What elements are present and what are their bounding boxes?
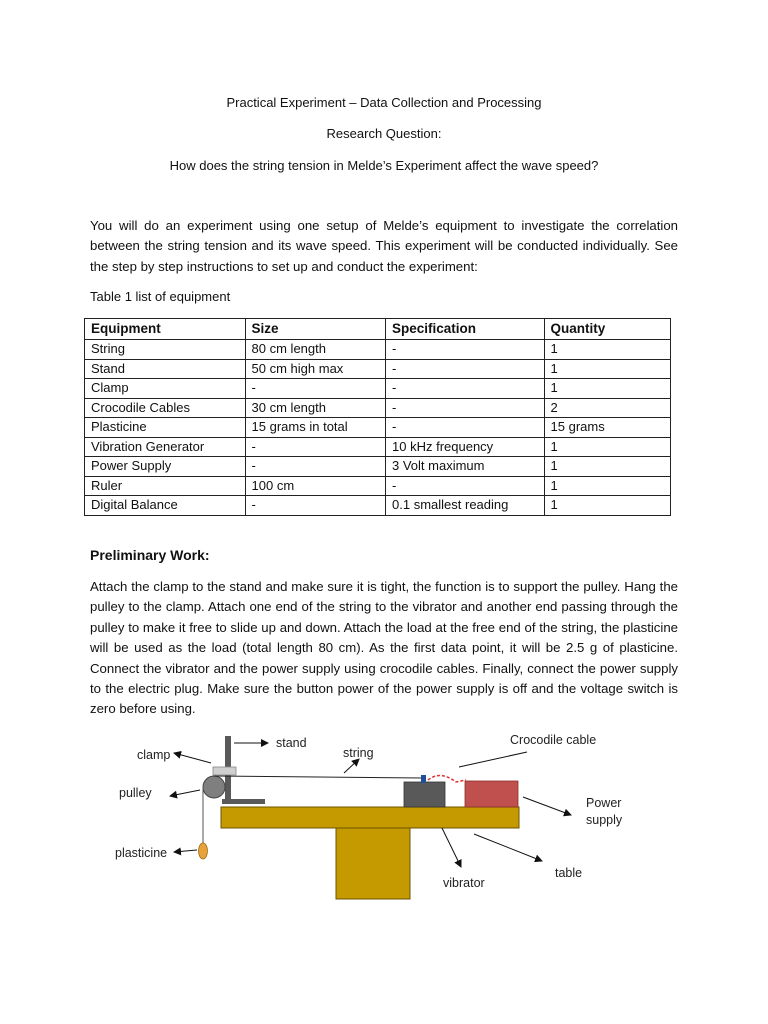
plasticine-load	[199, 843, 208, 859]
vibrator-pin	[421, 775, 426, 783]
label-string: string	[343, 746, 374, 760]
table-row	[85, 418, 671, 438]
table-cell: -	[386, 359, 545, 379]
label-power-1: Power	[586, 796, 622, 810]
table-cell: Ruler	[85, 476, 246, 496]
table-row	[85, 457, 671, 477]
header-equipment: Equipment	[85, 319, 246, 340]
table-cell: 15 grams	[544, 418, 670, 438]
table-row	[85, 340, 671, 360]
plasticine-arrow	[174, 850, 197, 852]
crocodile-arrow	[459, 752, 527, 767]
vibrator-box	[404, 782, 445, 807]
clamp-arrow	[174, 753, 211, 763]
label-table: table	[555, 866, 583, 880]
table-cell: 1	[544, 457, 670, 477]
table-cell: Plasticine	[85, 418, 246, 438]
table-cell: Digital Balance	[85, 496, 246, 516]
table-cell: 1	[544, 379, 670, 399]
table-cell: 1	[544, 437, 670, 457]
label-vibrator: vibrator	[443, 876, 485, 890]
document-title: Practical Experiment – Data Collection and Processing	[226, 95, 542, 110]
table-row	[85, 496, 671, 516]
table-row	[85, 476, 671, 496]
crocodile-cable	[428, 776, 466, 782]
table-cell: Crocodile Cables	[85, 398, 246, 418]
header-size: Size	[245, 319, 385, 340]
string-line	[214, 776, 424, 778]
table-cell: Vibration Generator	[85, 437, 246, 457]
clamp-block	[213, 767, 236, 775]
table-cell: 1	[544, 359, 670, 379]
vibrator-arrow	[442, 828, 461, 867]
research-question: How does the string tension in Melde’s Experiment affect the wave speed?	[169, 158, 599, 173]
table-cell: 50 cm high max	[245, 359, 385, 379]
table-cell: 3 Volt maximum	[386, 457, 545, 477]
table-cell: -	[245, 457, 385, 477]
table-cell: Stand	[85, 359, 246, 379]
table-row	[85, 398, 671, 418]
table-cell: -	[386, 340, 545, 360]
table-cell: -	[386, 418, 545, 438]
table-header-row	[85, 319, 671, 340]
table-cell: Clamp	[85, 379, 246, 399]
table-cell: 2	[544, 398, 670, 418]
table-cell: String	[85, 340, 246, 360]
table-cell: 0.1 smallest reading	[386, 496, 545, 516]
table-cell: Power Supply	[85, 457, 246, 477]
preliminary-paragraph: Attach the clamp to the stand and make sure it is tight, the function is to support the pulley. Hang the pulley to the clamp. Attach one end of the string to the vibrator and another end passing through the pulley to make it free to slide up and down. Attach the load at the free end of the string, the plasticine will be used as the load (total length 80 cm). As the first data point, it will be 2.5 g of plasticine. Connect the vibrator and the power supply using crocodile cables. Finally, connect the power supply to the electric plug. Make sure the button power of the power supply is off and the voltage switch is zero before using.	[90, 579, 678, 717]
table-cell: 80 cm length	[245, 340, 385, 360]
table-leg	[336, 828, 410, 899]
label-clamp: clamp	[137, 748, 171, 762]
label-stand: stand	[276, 736, 307, 750]
table-cell: -	[245, 496, 385, 516]
table-cell: 1	[544, 340, 670, 360]
table-top	[221, 807, 519, 828]
table-cell: 15 grams in total	[245, 418, 385, 438]
header-quantity: Quantity	[544, 319, 670, 340]
table-cell: 100 cm	[245, 476, 385, 496]
label-power-2: supply	[586, 813, 623, 827]
equipment-table	[84, 318, 671, 516]
table-row	[85, 379, 671, 399]
table-row	[85, 359, 671, 379]
pulley-wheel	[203, 776, 225, 798]
table-cell: 30 cm length	[245, 398, 385, 418]
table-caption: Table 1 list of equipment	[90, 289, 231, 304]
label-plasticine: plasticine	[115, 846, 168, 860]
melde-apparatus-diagram	[0, 720, 768, 910]
table-cell: -	[245, 379, 385, 399]
header-specification: Specification	[386, 319, 545, 340]
stand-base	[222, 799, 265, 804]
power-arrow	[523, 797, 571, 815]
preliminary-heading: Preliminary Work:	[90, 547, 210, 563]
table-cell: -	[386, 379, 545, 399]
label-crocodile-cable: Crocodile cable	[510, 733, 597, 747]
power-supply-box	[465, 781, 518, 807]
label-pulley: pulley	[119, 786, 152, 800]
table-row	[85, 437, 671, 457]
table-cell: 1	[544, 496, 670, 516]
pulley-arrow	[170, 790, 200, 796]
intro-paragraph: You will do an experiment using one setup of Melde’s equipment to investigate the correlation between the string tension and its wave speed. This experiment will be conducted individually. See the step by step instructions to set up and conduct the experiment:	[90, 218, 678, 274]
string-arrow	[344, 759, 359, 773]
table-cell: 1	[544, 476, 670, 496]
table-arrow	[474, 834, 542, 861]
table-cell: -	[386, 476, 545, 496]
table-cell: -	[245, 437, 385, 457]
table-cell: -	[386, 398, 545, 418]
table-cell: 10 kHz frequency	[386, 437, 545, 457]
research-question-label: Research Question:	[326, 126, 442, 141]
